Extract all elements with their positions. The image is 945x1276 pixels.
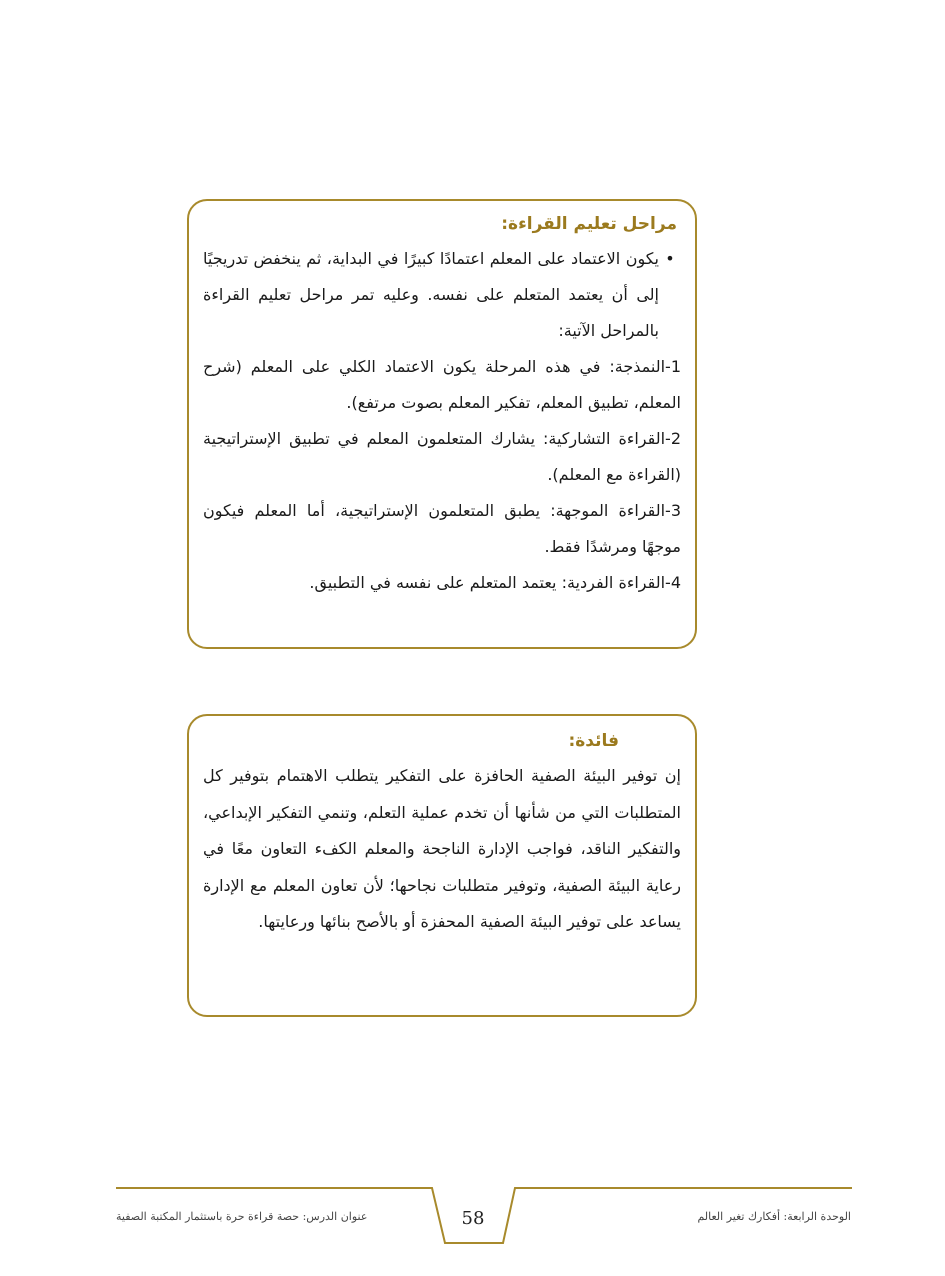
- footer-unit-title: الوحدة الرابعة: أفكارك تغير العالم: [697, 1210, 851, 1223]
- bullet-dot-icon: •: [665, 249, 675, 268]
- benefit-paragraph: إن توفير البيئة الصفية الحافزة على التفكير يتطلب الاهتمام بتوفير كل المتطلبات التي من شأنها أن تخدم عملية التعلم، وتنمي التفكير الإبداعي، والتفكير الناقد، فواجب الإدارة الناجحة والمعلم الكفء التعاون معًا في رعاية البيئة الصفية، وتوفير متطلبات نجاحها؛ لأن تعاون المعلم مع الإدارة يساعد على توفير البيئة الصفية المحفزة أو بالأصح بنائها ورعايتها.: [203, 766, 681, 931]
- page-number: 58: [461, 1208, 485, 1229]
- intro-paragraph: يكون الاعتماد على المعلم اعتمادًا كبيرًا في البداية، ثم ينخفض تدريجيًا إلى أن يعتمد المتعلم على نفسه. وعليه تمر مراحل تعليم القراءة بالمراحل الآتية:: [203, 249, 659, 340]
- stage-guided-reading: 3-القراءة الموجهة: يطبق المتعلمون الإستراتيجية، أما المعلم فيكون موجهًا ومرشدًا فقط.: [203, 501, 681, 556]
- benefit-title: فائدة:: [568, 731, 619, 751]
- reading-stages-title: مراحل تعليم القراءة:: [501, 214, 677, 234]
- footer-lesson-title: عنوان الدرس: حصة قراءة حرة باستثمار المكتبة الصفية: [116, 1210, 368, 1223]
- stage-modeling: 1-النمذجة: في هذه المرحلة يكون الاعتماد الكلي على المعلم (شرح المعلم، تطبيق المعلم، تفكير المعلم بصوت مرتفع).: [203, 357, 681, 412]
- stage-independent-reading: 4-القراءة الفردية: يعتمد المتعلم على نفسه في التطبيق.: [309, 573, 681, 592]
- stage-shared-reading: 2-القراءة التشاركية: يشارك المتعلمون المعلم في تطبيق الإستراتيجية (القراءة مع المعلم).: [203, 429, 681, 484]
